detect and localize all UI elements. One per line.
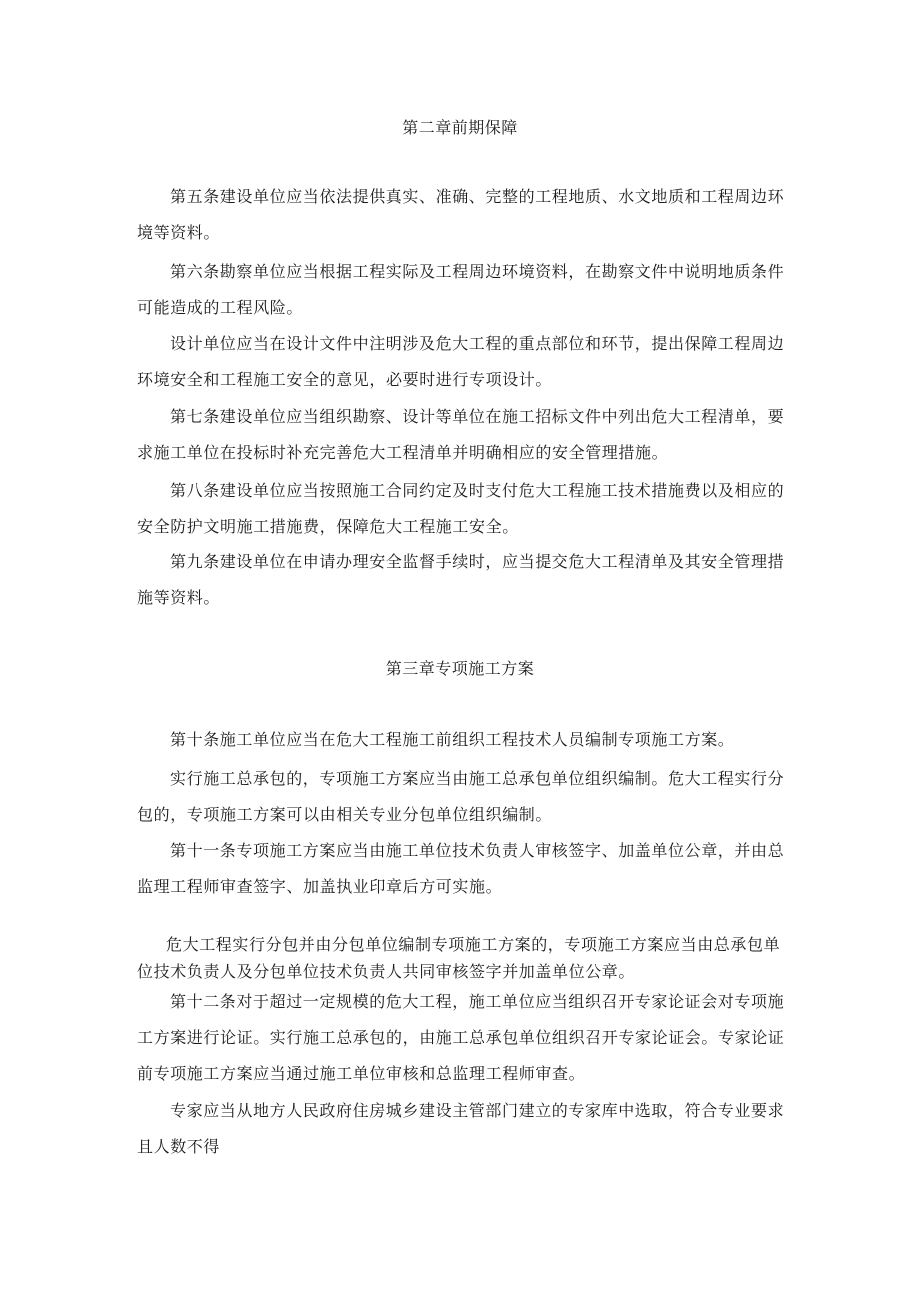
design-unit-paragraph: 设计单位应当在设计文件中注明涉及危大工程的重点部位和环节，提出保障工程周边环境安全和工程施工安全的意见，必要时进行专项设计。 — [137, 334, 785, 389]
article-10-paragraph: 第十条施工单位应当在危大工程施工前组织工程技术人员编制专项施工方案。 — [170, 730, 735, 749]
article-6-paragraph: 第六条勘察单位应当根据工程实际及工程周边环境资料，在勘察文件中说明地质条件可能造成的工程风险。 — [137, 262, 785, 317]
article-8-paragraph: 第八条建设单位应当按照施工合同约定及时支付危大工程施工技术措施费以及相应的安全防护文明施工措施费，保障危大工程施工安全。 — [137, 481, 785, 536]
chapter-2-title: 第二章前期保障 — [402, 118, 518, 137]
article-12-paragraph: 第十二条对于超过一定规模的危大工程，施工单位应当组织召开专家论证会对专项施工方案进行论证。实行施工总承包的，由施工总承包单位组织召开专家论证会。专家论证前专项施工方案应当通过施工单位审核和总监理工程师审查。 — [137, 992, 785, 1083]
article-5-paragraph: 第五条建设单位应当依法提供真实、准确、完整的工程地质、水文地质和工程周边环境等资料。 — [137, 187, 785, 242]
expert-paragraph: 专家应当从地方人民政府住房城乡建设主管部门建立的专家库中选取，符合专业要求且人数不得 — [137, 1101, 785, 1156]
chapter-3-title: 第三章专项施工方案 — [385, 659, 535, 678]
article-9-paragraph: 第九条建设单位在申请办理安全监督手续时，应当提交危大工程清单及其安全管理措施等资料。 — [137, 552, 785, 607]
subcontract-paragraph: 危大工程实行分包并由分包单位编制专项施工方案的，专项施工方案应当由总承包单位技术负责人及分包单位技术负责人共同审核签字并加盖单位公章。 — [137, 935, 781, 981]
article-11-paragraph: 第十一条专项施工方案应当由施工单位技术负责人审核签字、加盖单位公章，并由总监理工程师审查签字、加盖执业印章后方可实施。 — [137, 841, 785, 896]
article-7-paragraph: 第七条建设单位应当组织勘察、设计等单位在施工招标文件中列出危大工程清单，要求施工单位在投标时补充完善危大工程清单并明确相应的安全管理措施。 — [137, 407, 785, 462]
general-contract-paragraph: 实行施工总承包的，专项施工方案应当由施工总承包单位组织编制。危大工程实行分包的，专项施工方案可以由相关专业分包单位组织编制。 — [137, 769, 785, 824]
